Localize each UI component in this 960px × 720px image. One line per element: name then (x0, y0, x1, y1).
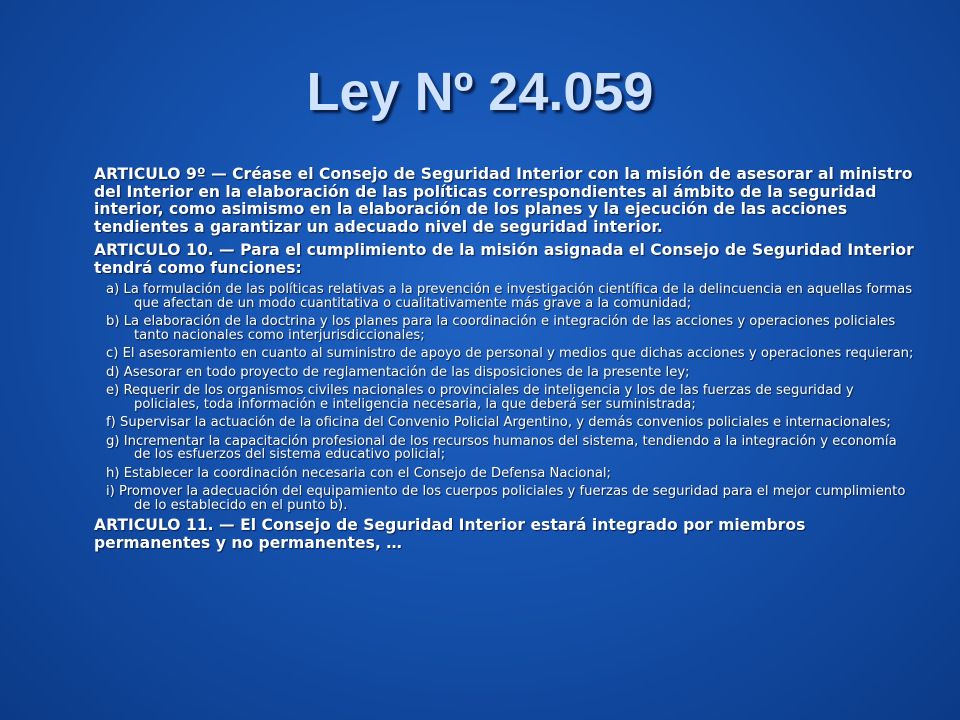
list-item: b) La elaboración de la doctrina y los planes para la coordinación e integración de las acciones y operaciones policiales tanto nacionales como interjurisdiccionales; (106, 314, 896, 343)
article-10 (94, 242, 914, 277)
article-9-heading: ARTICULO 9º (94, 165, 206, 183)
slide-title: Ley Nº 24.059 (306, 62, 654, 122)
list-item: a) La formulación de las políticas relativas a la prevención e investigación científica de la delincuencia en aquellas formas que afectan de un modo cuantitativa o cualitativamente más grave a la comunidad; (106, 282, 913, 311)
list-item: g) Incrementar la capacitación profesional de los recursos humanos del sistema, tendiendo a la integración y economía de los esfuerzos del sistema educativo policial; (106, 433, 897, 462)
article-11 (94, 517, 914, 552)
slide-body (94, 166, 914, 558)
list-item: d) Asesorar en todo proyecto de reglamentación de las disposiciones de la presente ley; (106, 364, 690, 380)
list-item: e) Requerir de los organismos civiles nacionales o provinciales de inteligencia y los de las fuerzas de seguridad y policiales, toda información e inteligencia necesaria, la que deberá ser suministrada; (106, 383, 854, 412)
list-item: h) Establecer la coordinación necesaria con el Consejo de Defensa Nacional; (106, 465, 612, 481)
functions-list (94, 283, 914, 512)
list-item: f) Supervisar la actuación de la oficina del Convenio Policial Argentino, y demás convenios policiales e internacionales; (106, 415, 891, 430)
article-9 (94, 166, 914, 236)
article-9-text: — Créase el Consejo de Seguridad Interior con la misión de asesorar al ministro del Interior en la elaboración de las políticas correspondientes al ámbito de la seguridad interior, como asimismo en la elaboración de los planes y la ejecución de las acciones tendientes a garantizar un adecuado nivel de seguridad interior. (94, 165, 913, 236)
article-11-text: — El Consejo de Seguridad Interior estará integrado por miembros permanentes y no permanentes, … (94, 516, 806, 552)
list-item: c) El asesoramiento en cuanto al suministro de apoyo de personal y medios que dichas acciones y operaciones requieran; (106, 346, 914, 361)
article-10-text: — Para el cumplimiento de la misión asignada el Consejo de Seguridad Interior tendrá como funciones: (94, 241, 914, 277)
article-11-heading: ARTICULO 11. (94, 516, 214, 534)
article-10-heading: ARTICULO 10. (94, 241, 214, 259)
list-item: i) Promover la adecuación del equipamiento de los cuerpos policiales y fuerzas de seguridad para el mejor cumplimiento de lo establecido en el punto b). (106, 484, 906, 513)
